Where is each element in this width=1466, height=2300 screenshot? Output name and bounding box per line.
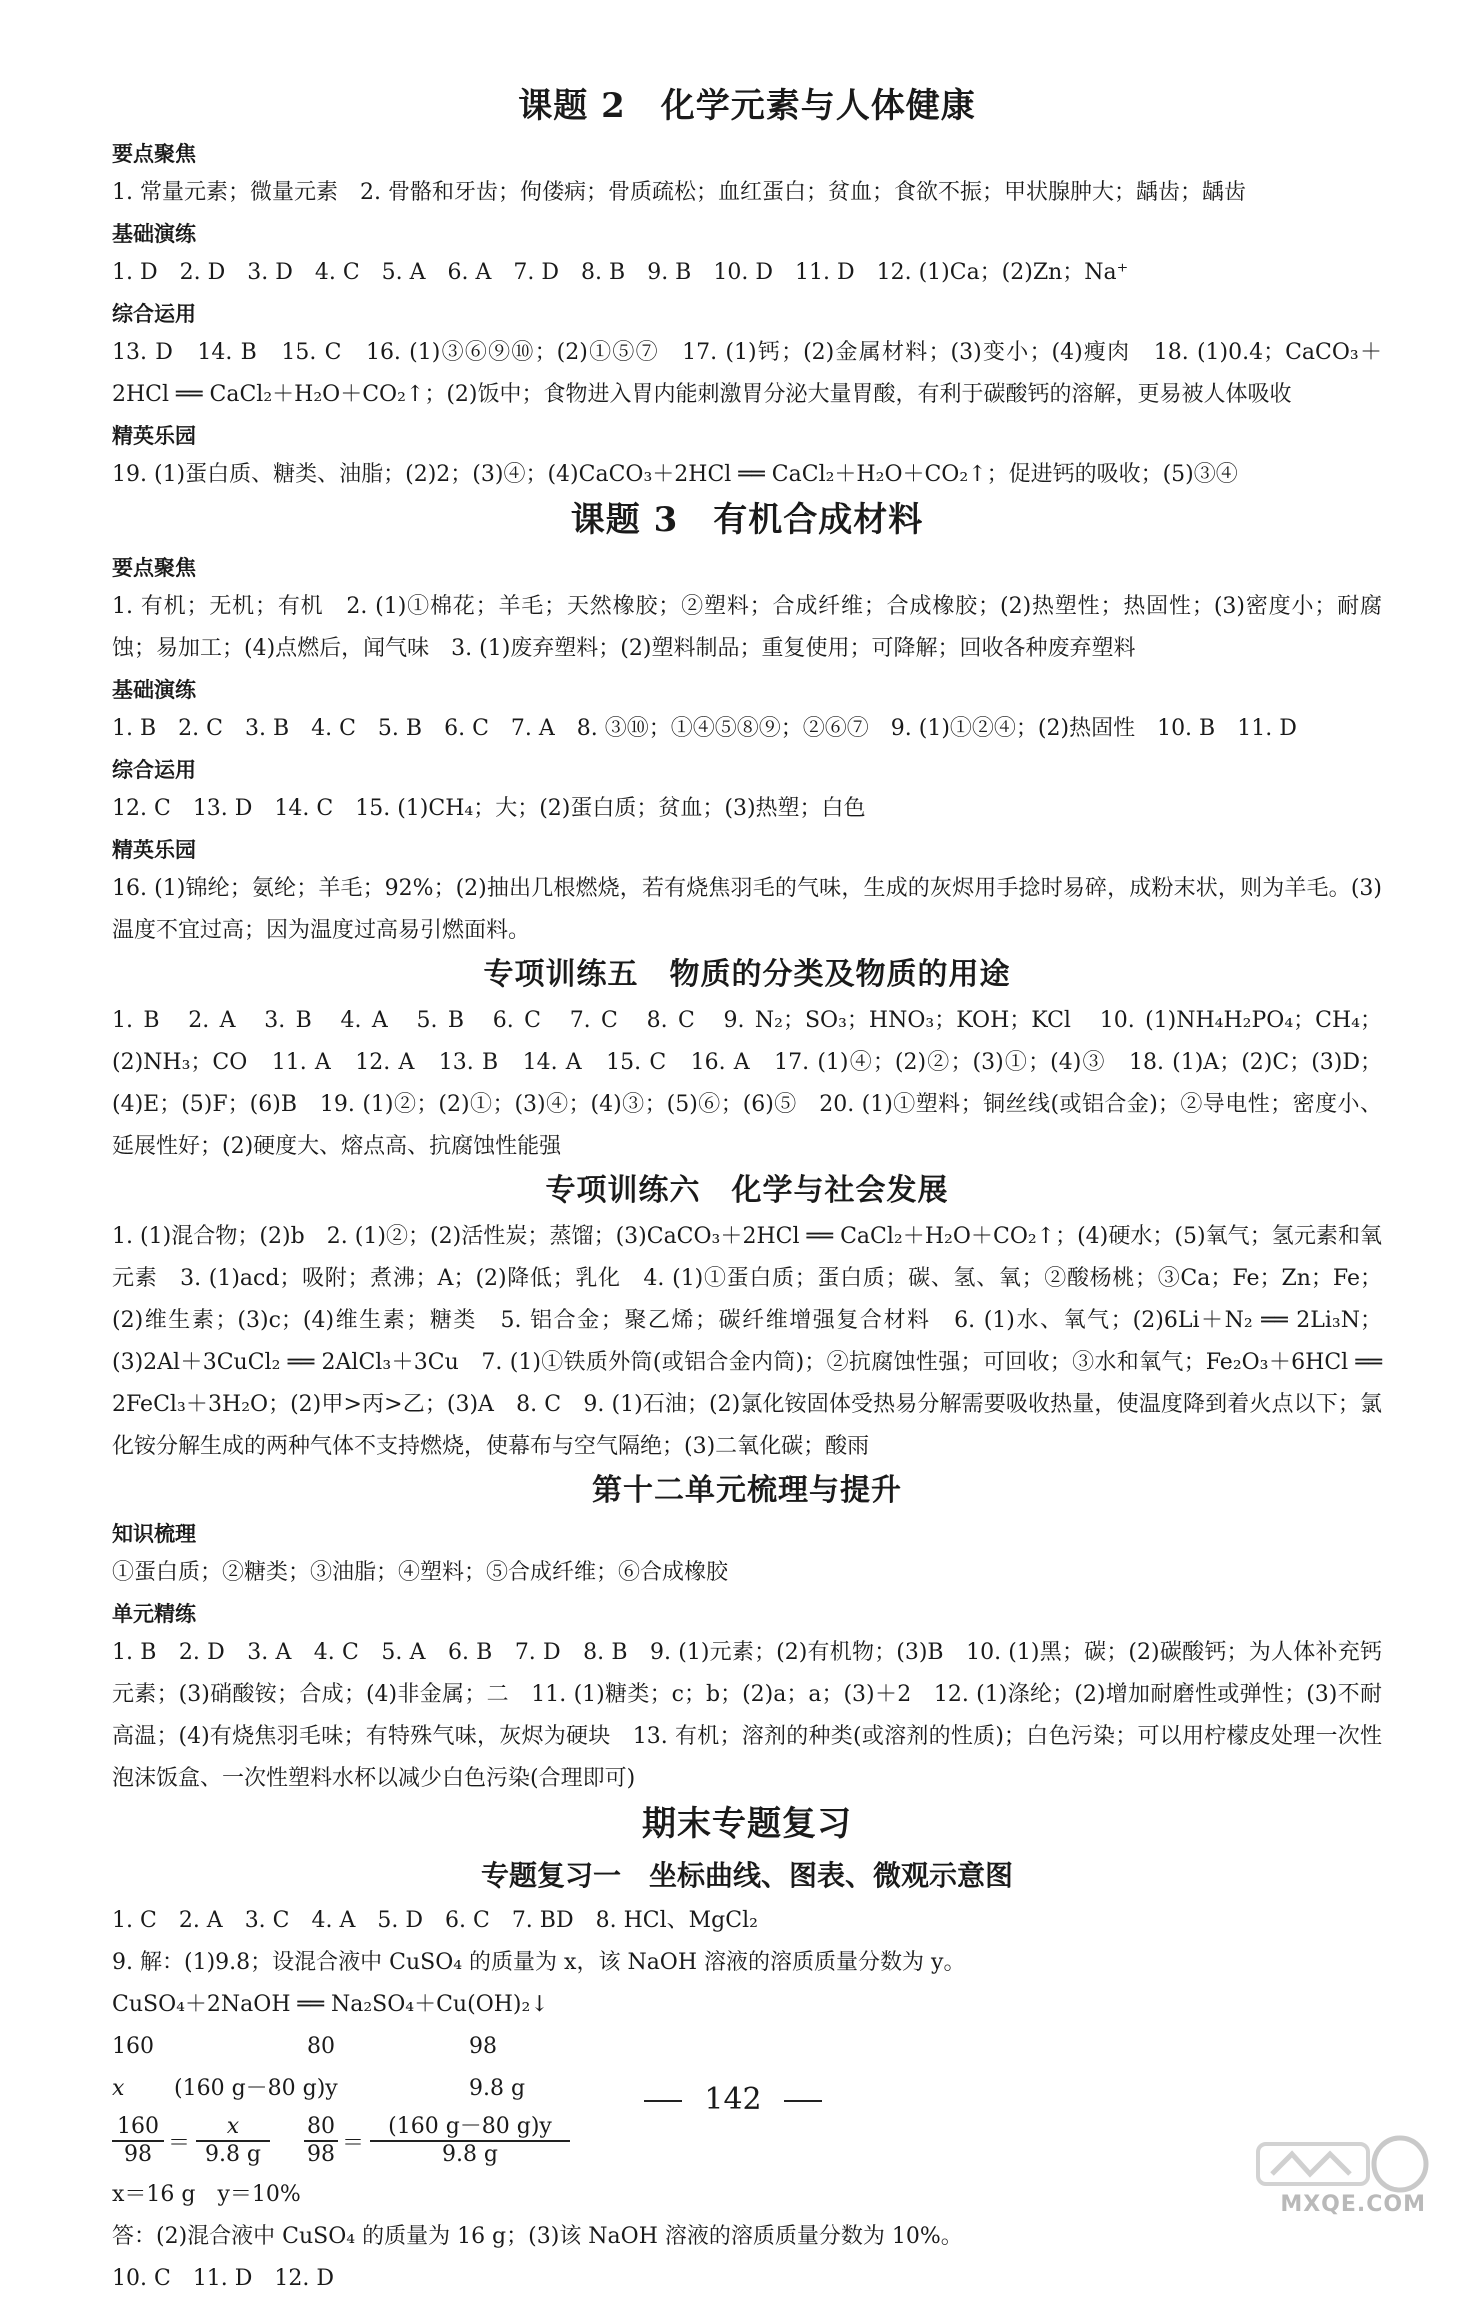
section-title: 期末专题复习 xyxy=(642,1804,852,1844)
denominator: 9.8 g xyxy=(204,2142,262,2167)
answer-text: 1. D 2. D 3. D 4. C 5. A 6. A 7. D 8. B 9. B 10. D 11. D 12. (1)Ca；(2)Zn；Na⁺ xyxy=(112,260,1129,285)
content-column xyxy=(112,82,1382,2300)
fraction xyxy=(196,2114,270,2168)
denominator: 98 xyxy=(307,2142,335,2167)
fraction xyxy=(304,2114,338,2168)
subsection-label: 综合运用 xyxy=(112,758,196,782)
answer-text: 9. 解：(1)9.8；设混合液中 CuSO₄ 的质量为 x，该 NaOH 溶液的溶质质量分数为 y。 xyxy=(112,1950,966,1975)
section-title: 课题 2 化学元素与人体健康 xyxy=(518,86,976,126)
result-text: x＝16 g y＝10% xyxy=(112,2182,301,2207)
numerator: 160 xyxy=(112,2114,164,2142)
subsection-label: 单元精练 xyxy=(112,1602,196,1626)
answer-text: 1. 有机；无机；有机 2. (1)①棉花；羊毛；天然橡胶；②塑料；合成纤维；合成橡胶；(2)热塑性；热固性；(3)密度小；耐腐蚀；易加工；(4)点燃后，闻气味 3. (1)废弃塑料；(2)塑料制品；重复使用；可降解；回收各种废弃塑料 xyxy=(112,594,1382,661)
section-subtitle: 专题复习一 坐标曲线、图表、微观示意图 xyxy=(480,1859,1013,1892)
section-title: 专项训练五 物质的分类及物质的用途 xyxy=(483,957,1011,992)
subsection-label: 要点聚焦 xyxy=(112,142,196,166)
molar-mass-row xyxy=(112,2026,1382,2068)
section-topic-2 xyxy=(112,82,1382,496)
answer-text: ①蛋白质；②糖类；③油脂；④塑料；⑤合成纤维；⑥合成橡胶 xyxy=(112,1560,729,1585)
answer-text: 1. C 2. A 3. C 4. A 5. D 6. C 7. BD 8. HCl、MgCl₂ xyxy=(112,1908,758,1933)
page-number-text: 142 xyxy=(704,2082,762,2117)
section-topic-3 xyxy=(112,496,1382,952)
calc-value: 98 xyxy=(469,2034,497,2059)
calc-value: 160 xyxy=(112,2034,154,2059)
subsection-label: 基础演练 xyxy=(112,222,196,246)
section-unit-12-review xyxy=(112,1468,1382,1800)
fraction xyxy=(112,2114,164,2168)
calc-value: 9.8 g xyxy=(469,2076,526,2101)
subsection-label: 要点聚焦 xyxy=(112,556,196,580)
answer-text: 13. D 14. B 15. C 16. (1)③⑥⑨⑩；(2)①⑤⑦ 17. (1)钙；(2)金属材料；(3)变小；(4)瘦肉 18. (1)0.4；CaCO₃＋2HCl ══ CaCl₂＋H₂O＋CO₂↑；(2)饭中；食物进入胃内能刺激胃分泌大量胃酸，有利于碳酸钙的溶解，更易被人体吸收 xyxy=(112,340,1382,407)
answer-text: 1. B 2. D 3. A 4. C 5. A 6. B 7. D 8. B 9. (1)元素；(2)有机物；(3)B 10. (1)黑；碳；(2)碳酸钙；为人体补充钙元素；(3)硝酸铵；合成；(4)非金属；二 11. (1)糖类；c；b；(2)a；a；(3)＋2 12. (1)涤纶；(2)增加耐磨性或弹性；(3)不耐高温；(4)有烧焦羽毛味；有特殊气味，灰烬为硬块 13. 有机；溶剂的种类(或溶剂的性质)；白色污染；可以用柠檬皮处理一次性泡沫饭盒、一次性塑料水杯以减少白色污染(合理即可) xyxy=(112,1640,1382,1791)
section-title: 专项训练六 化学与社会发展 xyxy=(545,1173,949,1208)
page-number-dash xyxy=(784,2100,822,2102)
subsection-label: 知识梳理 xyxy=(112,1522,196,1546)
section-title: 课题 3 有机合成材料 xyxy=(570,500,924,540)
denominator: 9.8 g xyxy=(441,2142,499,2167)
subsection-label: 综合运用 xyxy=(112,302,196,326)
subsection-label: 精英乐园 xyxy=(112,838,196,862)
answer-text: 1. (1)混合物；(2)b 2. (1)②；(2)活性炭；蒸馏；(3)CaCO₃＋2HCl ══ CaCl₂＋H₂O＋CO₂↑；(4)硬水；(5)氧气；氢元素和氧元素 3. (1)acd；吸附；煮沸；A；(2)降低；乳化 4. (1)①蛋白质；蛋白质；碳、氢、氧；②酸杨桃；③Ca；Fe；Zn；Fe；(2)维生素；(3)c；(4)维生素；糖类 5. 铝合金；聚乙烯；碳纤维增强复合材料 6. (1)水、氧气；(2)6Li＋N₂ ══ 2Li₃N；(3)2Al＋3CuCl₂ ══ 2AlCl₃＋3Cu 7. (1)①铁质外筒(或铝合金内筒)；②抗腐蚀性强；可回收；③水和氧气；Fe₂O₃＋6HCl ══ 2FeCl₃＋3H₂O；(2)甲>丙>乙；(3)A 8. C 9. (1)石油；(2)氯化铵固体受热易分解需要吸收热量，使温度降到着火点以下；氯化铵分解生成的两种气体不支持燃烧，使幕布与空气隔绝；(3)二氧化碳；酸雨 xyxy=(112,1224,1382,1459)
chemical-equation: CuSO₄＋2NaOH ══ Na₂SO₄＋Cu(OH)₂↓ xyxy=(112,1992,549,2017)
section-special-training-6 xyxy=(112,1168,1382,1468)
answer-text: 12. C 13. D 14. C 15. (1)CH₄；大；(2)蛋白质；贫血；(3)热塑；白色 xyxy=(112,796,866,821)
answer-text: 答：(2)混合液中 CuSO₄ 的质量为 16 g；(3)该 NaOH 溶液的溶质质量分数为 10%。 xyxy=(112,2224,963,2249)
fraction xyxy=(370,2114,570,2168)
numerator: 80 xyxy=(304,2114,338,2142)
subsection-label: 精英乐园 xyxy=(112,424,196,448)
calc-value: x xyxy=(112,2076,125,2101)
equals-sign: ＝ xyxy=(168,2131,191,2156)
calc-value: (160 g－80 g)y xyxy=(174,2076,338,2101)
answer-text: 19. (1)蛋白质、糖类、油脂；(2)2；(3)④；(4)CaCO₃＋2HCl ══ CaCl₂＋H₂O＋CO₂↑；促进钙的吸收；(5)③④ xyxy=(112,462,1238,487)
denominator: 98 xyxy=(124,2142,152,2167)
numerator: (160 g－80 g)y xyxy=(370,2114,570,2142)
section-special-training-5 xyxy=(112,952,1382,1168)
numerator: x xyxy=(196,2114,270,2142)
answer-text: 16. (1)锦纶；氨纶；羊毛；92%；(2)抽出几根燃烧，若有烧焦羽毛的气味，生成的灰烬用手捻时易碎，成粉末状，则为羊毛。(3)温度不宜过高；因为温度过高易引燃面料。 xyxy=(112,876,1382,943)
answer-text: 1. B 2. A 3. B 4. A 5. B 6. C 7. C 8. C 9. N₂；SO₃；HNO₃；KOH；KCl 10. (1)NH₄H₂PO₄；CH₄；(2)NH₃；CO 11. A 12. A 13. B 14. A 15. C 16. A 17. (1)④；(2)②；(3)①；(4)③ 18. (1)A；(2)C；(3)D；(4)E；(5)F；(6)B 19. (1)②；(2)①；(3)④；(4)③；(5)⑥；(6)⑤ 20. (1)①塑料；铜丝线(或铝合金)；②导电性；密度小、延展性好；(2)硬度大、熔点高、抗腐蚀性能强 xyxy=(112,1008,1382,1159)
answer-text: 1. 常量元素；微量元素 2. 骨骼和牙齿；佝偻病；骨质疏松；血红蛋白；贫血；食欲不振；甲状腺肿大；龋齿；龋齿 xyxy=(112,180,1246,205)
calc-value: 80 xyxy=(307,2034,335,2059)
answer-text: 1. B 2. C 3. B 4. C 5. B 6. C 7. A 8. ③⑩；①④⑤⑧⑨；②⑥⑦ 9. (1)①②④；(2)热固性 10. B 11. D xyxy=(112,716,1297,741)
answer-text: 10. C 11. D 12. D xyxy=(112,2266,335,2291)
section-title: 第十二单元梳理与提升 xyxy=(592,1473,902,1508)
page-number xyxy=(0,2080,1466,2120)
equals-sign: ＝ xyxy=(342,2131,365,2156)
watermark-text: MXQE.COM xyxy=(1280,2192,1426,2217)
page-number-dash xyxy=(644,2100,682,2102)
subsection-label: 基础演练 xyxy=(112,678,196,702)
section-final-review xyxy=(112,1800,1382,2300)
